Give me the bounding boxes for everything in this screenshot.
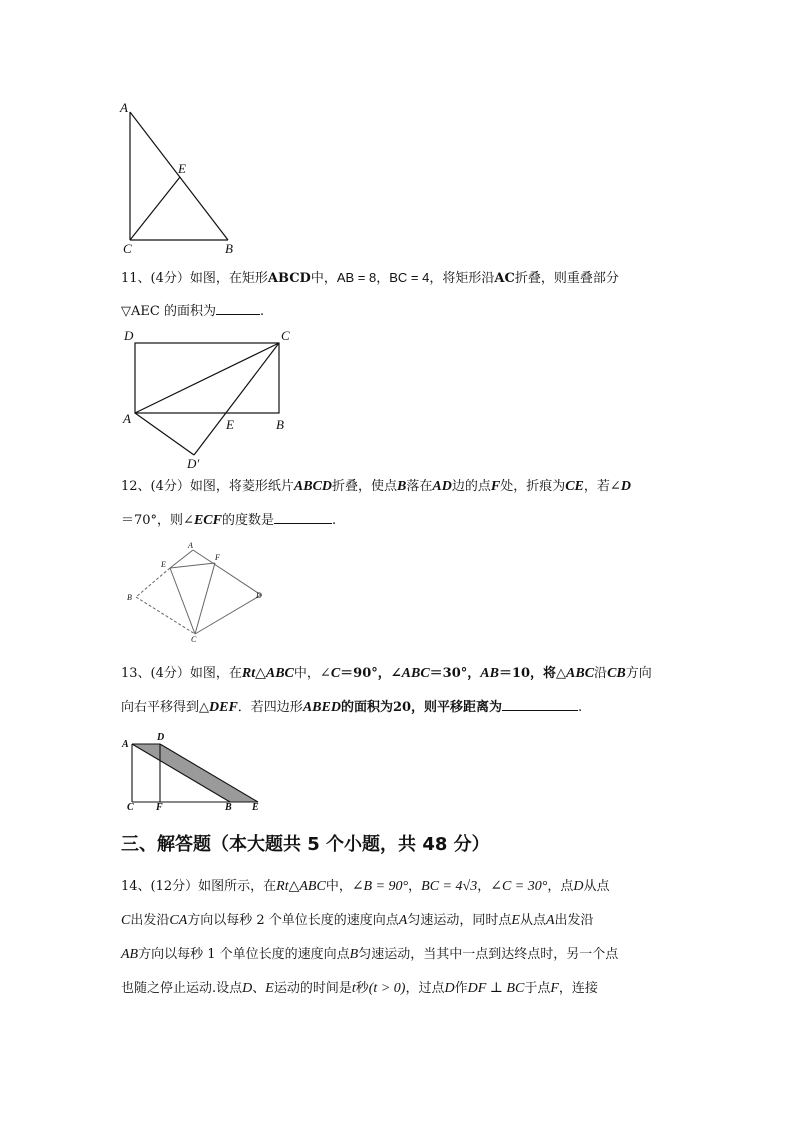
q14-var: D [444, 981, 455, 996]
segment-de [160, 744, 258, 802]
q11-text: . [259, 304, 265, 319]
question-11 [121, 261, 681, 329]
section-heading: 三、解答题（本大题共 5 个小题，共 48 分） [121, 834, 490, 855]
q14-var: B [349, 947, 359, 962]
q14-text: ，过点 [405, 981, 445, 996]
q11-text: ▽AEC 的面积为 [121, 304, 216, 319]
figure-q11-rectangle [118, 325, 308, 470]
label-d: D [256, 591, 262, 600]
dashed-bc [136, 597, 195, 634]
q13-rt: Rt△ABC [241, 666, 294, 681]
q12-text: 的度数是 [221, 513, 274, 528]
q12-text: 落在 [406, 479, 433, 494]
q12-text: ＝70°，则∠ [121, 513, 194, 528]
q14-condition: (t > 0) [368, 981, 406, 996]
q14-text: 、 [252, 981, 266, 996]
q14-angle-c: ∠C = 30° [490, 879, 548, 894]
q14-text: 从点 [583, 879, 610, 894]
q14-var: D [242, 981, 253, 996]
answer-blank[interactable] [274, 509, 332, 524]
segment-ad-prime [135, 413, 194, 455]
answer-blank[interactable] [502, 696, 578, 711]
label-c: C [127, 802, 134, 813]
question-14 [121, 870, 681, 1006]
q13-def: DEF [209, 700, 238, 715]
q14-rt: Rt△ABC [276, 879, 326, 894]
q12-ce: CE [565, 479, 584, 494]
label-f: F [156, 802, 163, 813]
segment-ab [132, 744, 230, 802]
segment-ef [170, 563, 215, 568]
q13-cb: CB [607, 666, 626, 681]
q11-text: ， [376, 271, 390, 286]
q11-text: 折叠，则重叠部分 [514, 271, 619, 286]
q14-text: ， [408, 879, 422, 894]
segment-ad [193, 550, 261, 595]
q13-text: ．若四边形 [237, 700, 303, 715]
label-e: E [178, 161, 186, 176]
q14-text: 从点 [519, 913, 546, 928]
q12-text: 处，折痕为 [500, 479, 566, 494]
q14-var: t [351, 981, 356, 996]
q11-text: 中， [310, 271, 337, 286]
label-e: E [252, 802, 259, 813]
q13-abc: ABC [401, 666, 430, 681]
q14-text: 作 [454, 981, 468, 996]
q14-var: E [511, 913, 520, 928]
q14-var: CA [169, 913, 188, 928]
label-c: C [281, 328, 290, 343]
dashed-eb [136, 568, 170, 597]
label-d: D [157, 732, 165, 743]
q13-text: . [578, 700, 583, 715]
label-b: B [225, 241, 233, 256]
q11-rect: ABCD [267, 271, 311, 286]
q13-text: 方向 [625, 666, 652, 681]
q13-text: 沿 [594, 666, 608, 681]
q13-ab: AB [480, 666, 499, 681]
q13-text: 的面积为20，则平移距离为 [340, 700, 503, 715]
q13-text: 中，∠ [293, 666, 331, 681]
label-d: D [124, 328, 134, 343]
q14-var: E [265, 981, 274, 996]
label-e: E [161, 560, 166, 569]
q14-angle-b: ∠B = 90° [351, 879, 409, 894]
q14-text: 出发沿 [554, 913, 594, 928]
q12-d: D [620, 479, 631, 494]
q14-var: A [398, 913, 408, 928]
q14-text: 于点 [524, 981, 551, 996]
q14-var: A [545, 913, 555, 928]
q14-bc: BC = 4√3 [421, 879, 478, 894]
q14-text: 中， [325, 879, 352, 894]
q13-text: ＝10，将△ [498, 666, 567, 681]
q12-text: . [331, 513, 337, 528]
q11-text: ，将矩形沿 [429, 271, 495, 286]
q12-text: 边的点 [451, 479, 491, 494]
segment-ce [130, 177, 180, 240]
diagonal-ac [135, 343, 279, 413]
label-a: A [188, 541, 193, 550]
q12-text: 12、(4分）如图，将菱形纸片 [121, 479, 294, 494]
q14-text: 出发沿 [130, 913, 170, 928]
q12-ecf: ECF [193, 513, 222, 528]
label-b: B [225, 802, 232, 813]
q14-text: 匀速运动，同时点 [407, 913, 512, 928]
q14-text: 运动的时间是 [273, 981, 352, 996]
label-f: F [215, 553, 220, 562]
segment-dc [195, 595, 261, 634]
label-b: B [127, 593, 132, 602]
q14-text: ， [477, 879, 491, 894]
q12-ad: AD [432, 479, 452, 494]
fold-ce [170, 568, 195, 634]
q12-abcd: ABCD [293, 479, 333, 494]
q14-perp: DF ⊥ BC [467, 981, 525, 996]
label-e: E [226, 417, 234, 432]
q11-bc: BC = 4 [389, 270, 430, 285]
q12-b: B [397, 479, 407, 494]
label-a: A [123, 411, 131, 426]
q12-f: F [490, 479, 501, 494]
shaded-parallelogram-abed [132, 744, 258, 802]
answer-blank[interactable] [216, 300, 260, 315]
figure-q13-translation [118, 728, 268, 813]
label-c: C [191, 635, 197, 644]
q13-text: 向右平移得到△ [121, 700, 209, 715]
question-13 [121, 657, 681, 725]
q14-text: 方向以每秒 2 个单位长度的速度向点 [187, 913, 399, 928]
q11-text: 11、(4分）如图，在矩形 [121, 271, 268, 286]
segment-cd-prime [194, 343, 279, 455]
q12-text: 折叠，使点 [332, 479, 398, 494]
label-a: A [122, 739, 129, 750]
q14-text: 秒 [355, 981, 369, 996]
question-12 [121, 470, 681, 538]
figure-q12-rhombus [118, 538, 278, 643]
q14-var: D [573, 879, 584, 894]
q13-text: ＝30°， [429, 666, 481, 681]
q14-var: C [121, 913, 131, 928]
label-c: C [123, 241, 132, 256]
q13-text: 13、(4分）如图，在 [121, 666, 242, 681]
q14-text: 也随之停止运动.设点 [121, 981, 243, 996]
q13-abed: ABED [302, 700, 341, 715]
figure-q10-triangle [110, 95, 250, 260]
segment-cf [195, 563, 215, 634]
q11-ab: AB = 8 [336, 270, 377, 285]
q12-text: ，若∠ [583, 479, 621, 494]
q11-ac: AC [494, 271, 515, 286]
segment-ea [170, 550, 193, 568]
q13-abc: ABC [566, 666, 595, 681]
q14-text: ，连接 [558, 981, 598, 996]
q14-text: 14、(12分）如图所示，在 [121, 879, 277, 894]
q14-var: F [550, 981, 559, 996]
q14-var: AB [121, 947, 139, 962]
label-b: B [276, 417, 284, 432]
label-d-prime: D′ [187, 456, 200, 471]
label-a: A [120, 100, 128, 115]
q13-text: ＝90°，∠ [340, 666, 402, 681]
q14-text: ，点 [547, 879, 574, 894]
q14-text: 方向以每秒 1 个单位长度的速度向点 [138, 947, 350, 962]
q14-text: 匀速运动，当其中一点到达终点时，另一个点 [358, 947, 619, 962]
q13-c: C [330, 666, 341, 681]
